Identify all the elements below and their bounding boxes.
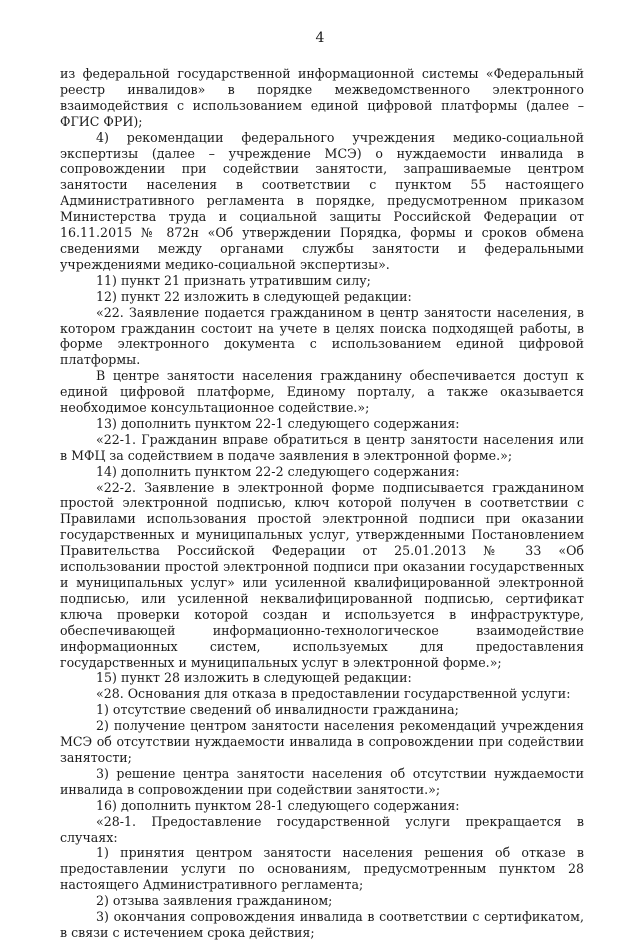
paragraph: из федеральной государственной информационной системы «Федеральный реестр инвалидов» в порядке межведомственного электронного взаимодействия с использованием единой цифровой платформы (далее – ФГИС ФРИ); xyxy=(60,66,584,129)
paragraph: «28-1. Предоставление государственной услуги прекращается в случаях: xyxy=(60,813,584,845)
paragraph: 15) пункт 28 изложить в следующей редакции: xyxy=(96,670,412,686)
paragraph: 1) отсутствие сведений об инвалидности гражданина; xyxy=(96,702,459,718)
paragraph: «22-1. Гражданин вправе обратиться в центр занятости населения или в МФЦ за содействием в подаче заявления в электронной форме.»; xyxy=(60,431,584,463)
paragraph: «22. Заявление подается гражданином в центр занятости населения, в котором гражданин состоит на учете в целях поиска подходящей работы, в форме электронного документа с использованием единой цифровой платформы. xyxy=(60,304,584,368)
paragraph: 1) принятия центром занятости населения решения об отказе в предоставлении услуги по основаниям, предусмотренным пунктом 28 настоящего Административного регламента; xyxy=(60,845,584,893)
paragraph: 2) отзыва заявления гражданином; xyxy=(96,893,333,909)
paragraph: 3) окончания сопровождения инвалида в соответствии с сертификатом, в связи с истечением срока действия; xyxy=(60,909,584,940)
paragraph: В центре занятости населения гражданину обеспечивается доступ к единой цифровой платформе, Единому порталу, а также оказывается необходимое консультационное содействие.»; xyxy=(60,368,584,416)
paragraph: 11) пункт 21 признать утратившим силу; xyxy=(96,272,371,288)
paragraph: 4) рекомендации федерального учреждения медико-социальной экспертизы (далее – учреждение МСЭ) о нуждаемости инвалида в сопровождении при содействии занятости, запрашиваемые центром занятости населения в соответствии с пунктом 55 настоящего Административного регламента в порядке, предусмотренном приказом Министерства труда и социальной защиты Российской Федерации от 16.11.2015 № 872н «Об утверждении Порядка, формы и сроков обмена сведениями между органами службы занятости и федеральными учреждениями медико-социальной экспертизы». xyxy=(60,129,584,272)
document-body xyxy=(60,66,584,941)
paragraph: 13) дополнить пунктом 22-1 следующего содержания: xyxy=(96,415,460,431)
paragraph: 2) получение центром занятости населения рекомендаций учреждения МСЭ об отсутствии нуждаемости инвалида в сопровождении при содействии занятости; xyxy=(60,718,584,765)
paragraph: «28. Основания для отказа в предоставлении государственной услуги: xyxy=(96,686,571,702)
paragraph: 16) дополнить пунктом 28-1 следующего содержания: xyxy=(96,797,460,813)
paragraph: 14) дополнить пунктом 22-2 следующего содержания: xyxy=(96,463,460,479)
paragraph: «22-2. Заявление в электронной форме подписывается гражданином простой электронной подписью, ключ которой получен в соответствии с Правилами использования простой электронной подписи при оказании государственных и муниципальных услуг, утвержденными Постановлением Правительства Российской Федерации от 25.01.2013 № 33 «Об использовании простой электронной подписи при оказании государственных и муниципальных услуг» или усиленной квалифицированной электронной подписью, или усиленной неквалифицированной подписью, сертификат ключа проверки которой создан и используется в инфраструктуре, обеспечивающей информационно-технологическое взаимодействие информационных систем, используемых для предоставления государственных и муниципальных услуг в электронной форме.»; xyxy=(60,479,584,670)
paragraph: 12) пункт 22 изложить в следующей редакции: xyxy=(96,288,412,304)
paragraph: 3) решение центра занятости населения об отсутствии нуждаемости инвалида в сопровождении при содействии занятости.»; xyxy=(60,765,584,797)
page-number: 4 xyxy=(315,30,325,46)
